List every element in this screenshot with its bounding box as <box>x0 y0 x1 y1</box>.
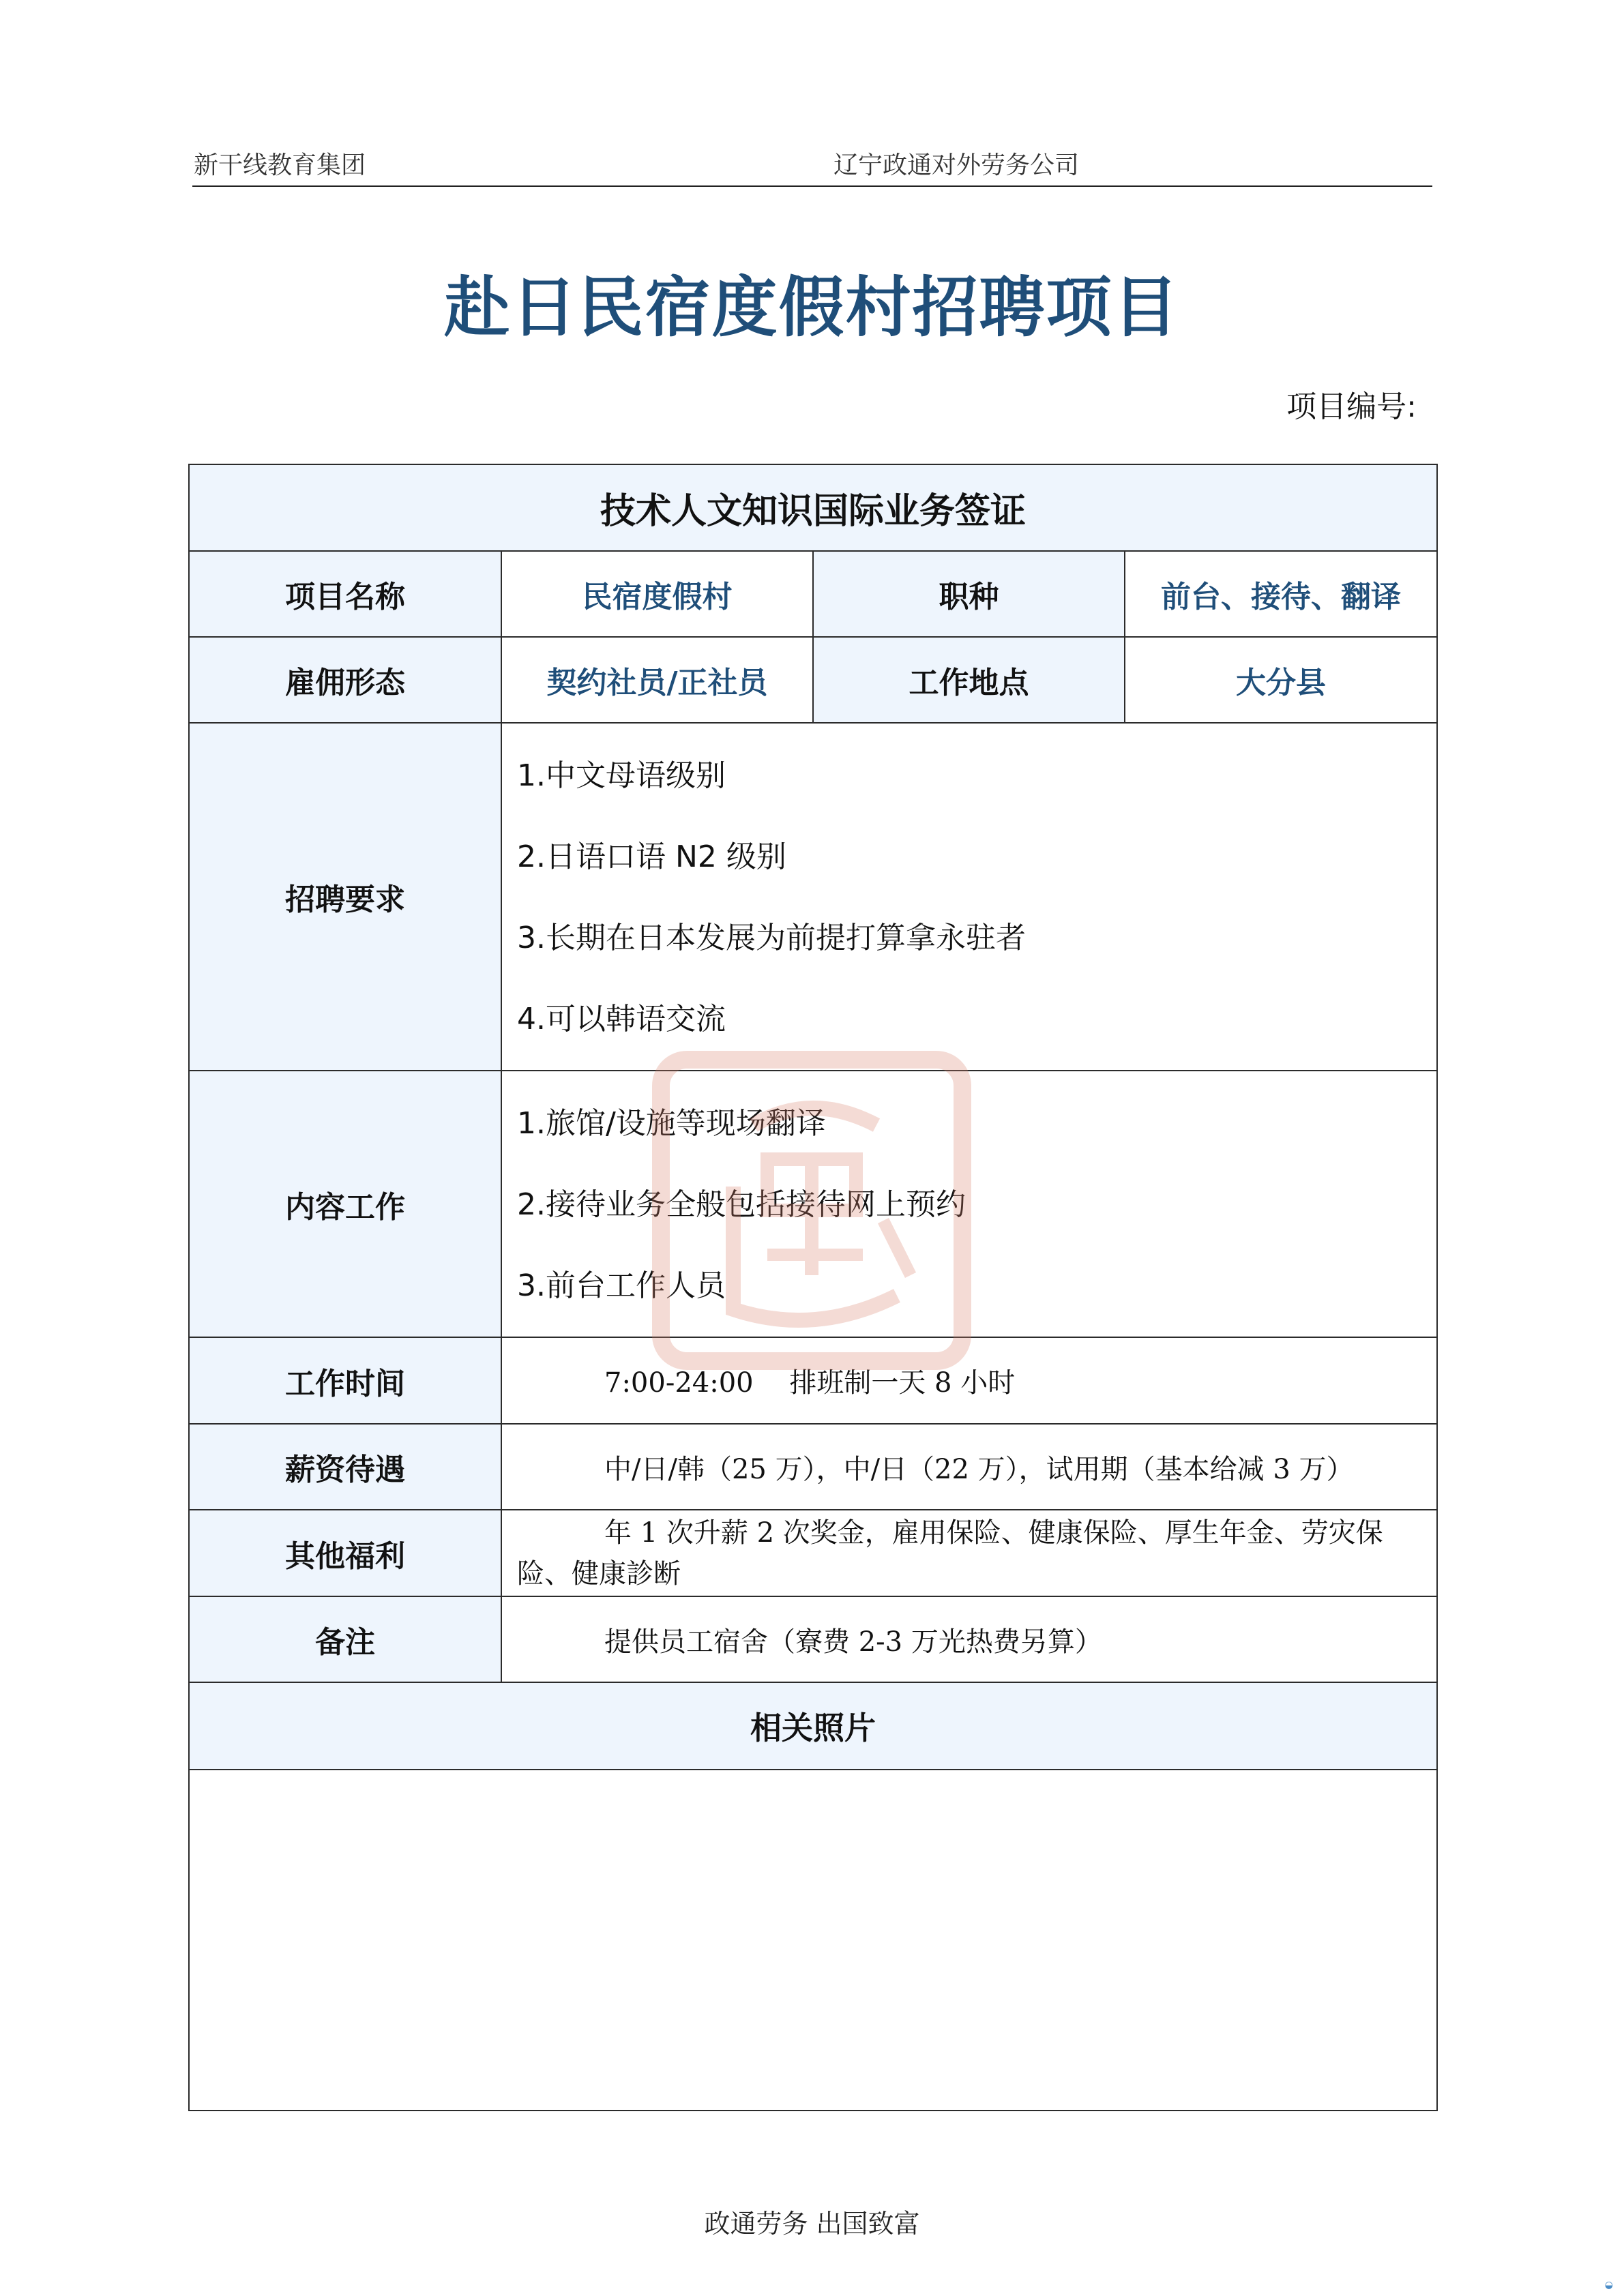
list-item: 3.长期在日本发展为前提打算拿永驻者 <box>517 921 1026 955</box>
job-type-label: 职种 <box>813 551 1125 637</box>
duties-label: 内容工作 <box>189 1071 501 1337</box>
work-location-label: 工作地点 <box>813 637 1125 723</box>
requirements-list <box>501 723 1437 1071</box>
project-name-label: 项目名称 <box>189 551 501 637</box>
header-rule <box>192 185 1432 187</box>
photos-section-title: 相关照片 <box>189 1682 1437 1770</box>
page-title: 赴日民宿度假村招聘项目 <box>444 269 1180 346</box>
job-type-value: 前台、接待、翻译 <box>1125 551 1437 637</box>
employment-type-value: 契约社员/正社员 <box>501 637 813 723</box>
list-item: 2.日语口语 N2 级别 <box>517 839 786 874</box>
salary-label: 薪资待遇 <box>189 1424 501 1510</box>
header-company-left: 新干线教育集团 <box>194 151 366 179</box>
notes-label: 备注 <box>189 1596 501 1682</box>
list-item: 3.前台工作人员 <box>517 1268 726 1303</box>
project-number-label: 项目编号: <box>1286 389 1417 424</box>
list-item: 2.接待业务全般包括接待网上预约 <box>517 1187 966 1222</box>
footer-slogan: 政通劳务 出国致富 <box>704 2209 920 2239</box>
requirements-label: 招聘要求 <box>189 723 501 1071</box>
duties-list <box>501 1071 1437 1337</box>
work-time-label: 工作时间 <box>189 1337 501 1424</box>
notes-value: 提供员工宿舍（寮费 2-3 万光热费另算） <box>501 1596 1437 1682</box>
project-name-value: 民宿度假村 <box>501 551 813 637</box>
photos-area <box>189 1770 1437 2111</box>
work-time-value: 7:00-24:00 排班制一天 8 小时 <box>501 1337 1437 1424</box>
visa-type-banner: 技术人文知识国际业务签证 <box>189 464 1437 551</box>
employment-type-label: 雇佣形态 <box>189 637 501 723</box>
recruitment-table <box>188 464 1438 2111</box>
benefits-text: 年 1 次升薪 2 次奖金，雇用保险、健康保险、厚生年金、劳灾保险、健康診断 <box>517 1517 1383 1590</box>
list-item: 1.旅馆/设施等现场翻译 <box>517 1106 826 1141</box>
header-company-right: 辽宁政通对外劳务公司 <box>833 151 1080 179</box>
list-item: 4.可以韩语交流 <box>517 1002 726 1037</box>
benefits-value <box>501 1510 1437 1596</box>
list-item: 1.中文母语级别 <box>517 758 726 793</box>
work-location-value: 大分县 <box>1125 637 1437 723</box>
salary-value: 中/日/韩（25 万），中/日（22 万），试用期（基本给减 3 万） <box>501 1424 1437 1510</box>
corner-logo-icon: ◒ <box>1604 2280 1613 2291</box>
benefits-label: 其他福利 <box>189 1510 501 1596</box>
